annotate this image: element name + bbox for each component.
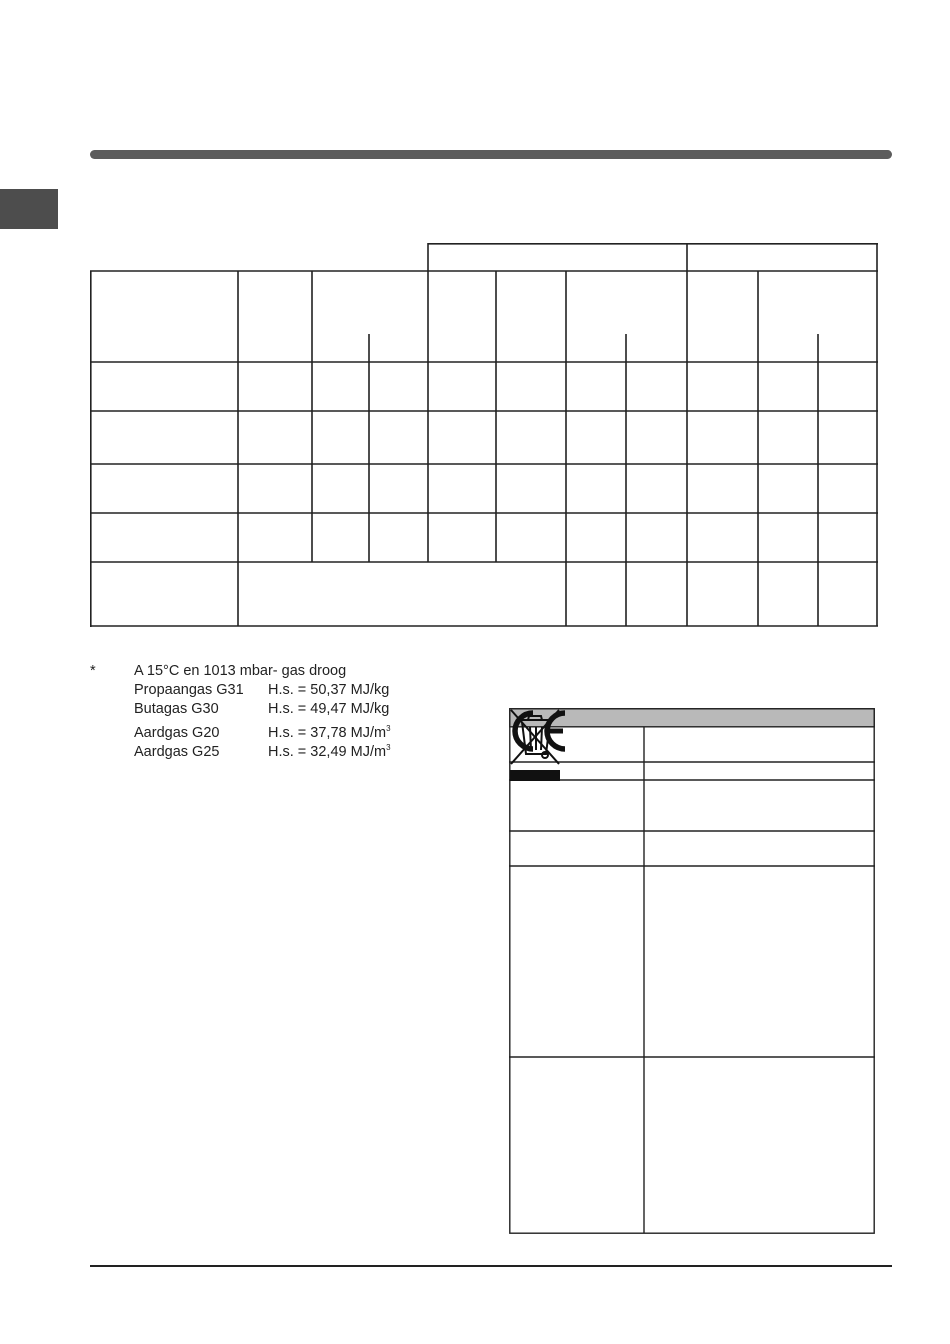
top-header-rule [90, 150, 892, 159]
spec-outer-frame [510, 709, 874, 1233]
footnote-lead: A 15°C en 1013 mbar- gas droog [134, 663, 347, 679]
gas-name: Aardgas G25 [134, 744, 220, 760]
burner-data-table [90, 243, 878, 627]
gas-row [134, 738, 391, 762]
specifications-grid [509, 708, 875, 1234]
crossed-out-bin-icon [509, 708, 561, 782]
bottom-footer-rule [90, 1265, 892, 1267]
language-side-tab [0, 189, 58, 229]
specifications-box [509, 708, 875, 1234]
gas-value: H.s. = 37,78 MJ/m [268, 725, 387, 741]
unit-superscript: 3 [386, 743, 391, 752]
gas-value: H.s. = 50,37 MJ/kg [268, 682, 390, 698]
gas-name: Butagas G30 [134, 701, 219, 717]
gas-row [134, 681, 389, 700]
burner-table-grid [90, 243, 878, 627]
gas-value: H.s. = 32,49 MJ/m [268, 744, 387, 760]
gas-name: Aardgas G20 [134, 725, 220, 741]
footnote-marker: * [90, 663, 96, 679]
gas-value: H.s. = 49,47 MJ/kg [268, 701, 390, 717]
gas-row [134, 700, 389, 719]
unit-superscript: 3 [386, 724, 391, 733]
gas-name: Propaangas G31 [134, 682, 244, 698]
